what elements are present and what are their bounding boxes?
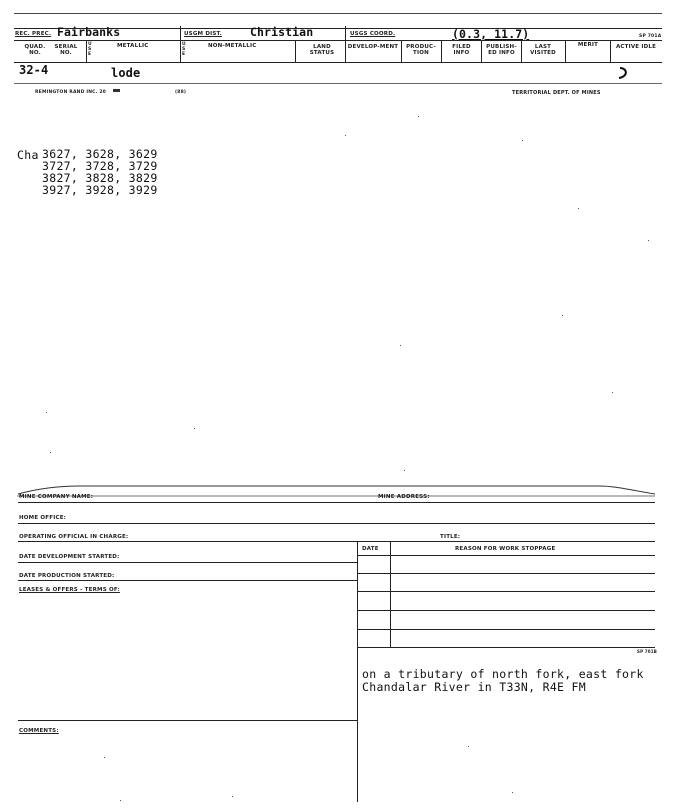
speck (404, 470, 405, 471)
divider-v (86, 40, 87, 62)
rule (357, 555, 655, 556)
date-divider (390, 541, 391, 647)
speck (468, 746, 469, 747)
comments-label: COMMENTS: (19, 728, 59, 734)
divider-v (345, 26, 346, 62)
form-code-top: SP 701A (639, 34, 662, 39)
col-non-metallic: NON-METALLIC (208, 43, 257, 49)
col-published-info: PUBLISH-ED INFO (486, 44, 517, 56)
title-label: TITLE: (440, 534, 461, 540)
date-col-label: DATE (362, 546, 379, 552)
location-note-line: on a tributary of north fork, east fork (362, 667, 644, 681)
col-active-idle: ACTIVE IDLE (615, 44, 657, 50)
location-note-line: Chandalar River in T33N, R4E FM (362, 680, 586, 694)
torn-edge-lines (0, 478, 678, 500)
speck (120, 800, 121, 801)
footer-code: (88) (175, 90, 187, 95)
speck (512, 792, 513, 793)
speck (345, 135, 346, 136)
center-divider (357, 541, 358, 802)
claims-row: 3927, 3928, 3929 (42, 183, 158, 197)
speck (578, 208, 579, 209)
mine-address-label: MINE ADDRESS: (378, 494, 430, 500)
col-quad-no: QUAD. NO. (24, 44, 46, 56)
rule (357, 573, 655, 574)
rec-prec-label: REC. PREC. (15, 31, 52, 37)
rule (18, 562, 357, 563)
rule (18, 541, 655, 542)
col-use-2: U S E (182, 42, 186, 57)
rule (357, 610, 655, 611)
speck (648, 240, 649, 241)
col-serial-no: SERIAL NO. (54, 44, 78, 56)
record-bottom-rule (14, 62, 662, 63)
col-use-1: U S E (88, 42, 92, 57)
header-top-rule (14, 13, 662, 14)
rule (357, 629, 655, 630)
rule (357, 591, 655, 592)
footer-left: REMINGTON RAND INC. 20 (35, 90, 106, 95)
claims-row: 3627, 3628, 3629 (42, 147, 158, 161)
rule (18, 502, 655, 503)
usgs-coord-value: (0.3, 11.7) (452, 27, 530, 41)
divider-v (180, 26, 181, 62)
footer-mark (113, 89, 120, 92)
claims-row: 3727, 3728, 3729 (42, 159, 158, 173)
rule (18, 523, 655, 524)
reason-col-label: REASON FOR WORK STOPPAGE (455, 546, 556, 552)
speck (612, 392, 613, 393)
home-office-label: HOME OFFICE: (19, 515, 67, 521)
usgs-coord-label: USGS COORD. (350, 31, 396, 37)
dev-started-label: DATE DEVELOPMENT STARTED: (19, 554, 120, 560)
speck (104, 757, 105, 758)
footer-strip-rule (14, 83, 662, 84)
divider-v (565, 40, 566, 62)
hook-mark-icon (617, 64, 631, 82)
claims-prefix: Cha (17, 148, 39, 162)
divider-v (521, 40, 522, 62)
speck (194, 428, 195, 429)
usgm-dist-label: USGM DIST. (184, 31, 222, 37)
col-merit: MERIT (577, 42, 599, 48)
divider-v (295, 40, 296, 62)
footer-right: TERRITORIAL DEPT. OF MINES (512, 90, 601, 96)
form-code-bottom: SP 701B (637, 649, 658, 654)
speck (400, 345, 401, 346)
speck (562, 315, 563, 316)
speck (522, 140, 523, 141)
col-development: DEVELOP-MENT (347, 44, 399, 50)
col-metallic: METALLIC (117, 43, 149, 49)
divider-v (441, 40, 442, 62)
rule (18, 580, 357, 581)
col-production: PRODUC-TION (406, 44, 436, 56)
col-filed-info: FILED INFO (452, 44, 471, 56)
metallic-value: lode (111, 66, 141, 80)
claims-row: 3827, 3828, 3829 (42, 171, 158, 185)
prod-started-label: DATE PRODUCTION STARTED: (19, 573, 115, 579)
operating-official-label: OPERATING OFFICIAL IN CHARGE: (19, 534, 129, 540)
divider-v (481, 40, 482, 62)
rule (357, 647, 655, 648)
speck (50, 452, 51, 453)
leases-label: LEASES & OFFERS - TERMS OF: (19, 587, 120, 593)
col-land-status: LAND STATUS (309, 44, 335, 56)
quad-serial-value: 32-4 (19, 63, 49, 77)
mine-company-name-label: MINE COMPANY NAME: (19, 494, 94, 500)
divider-v (610, 40, 611, 62)
speck (46, 412, 47, 413)
rule (18, 720, 357, 721)
speck (232, 796, 233, 797)
col-last-visited: LAST VISITED (530, 44, 556, 56)
rec-prec-value: Fairbanks (57, 25, 121, 39)
speck (418, 116, 419, 117)
usgm-dist-value: Christian (250, 25, 314, 39)
